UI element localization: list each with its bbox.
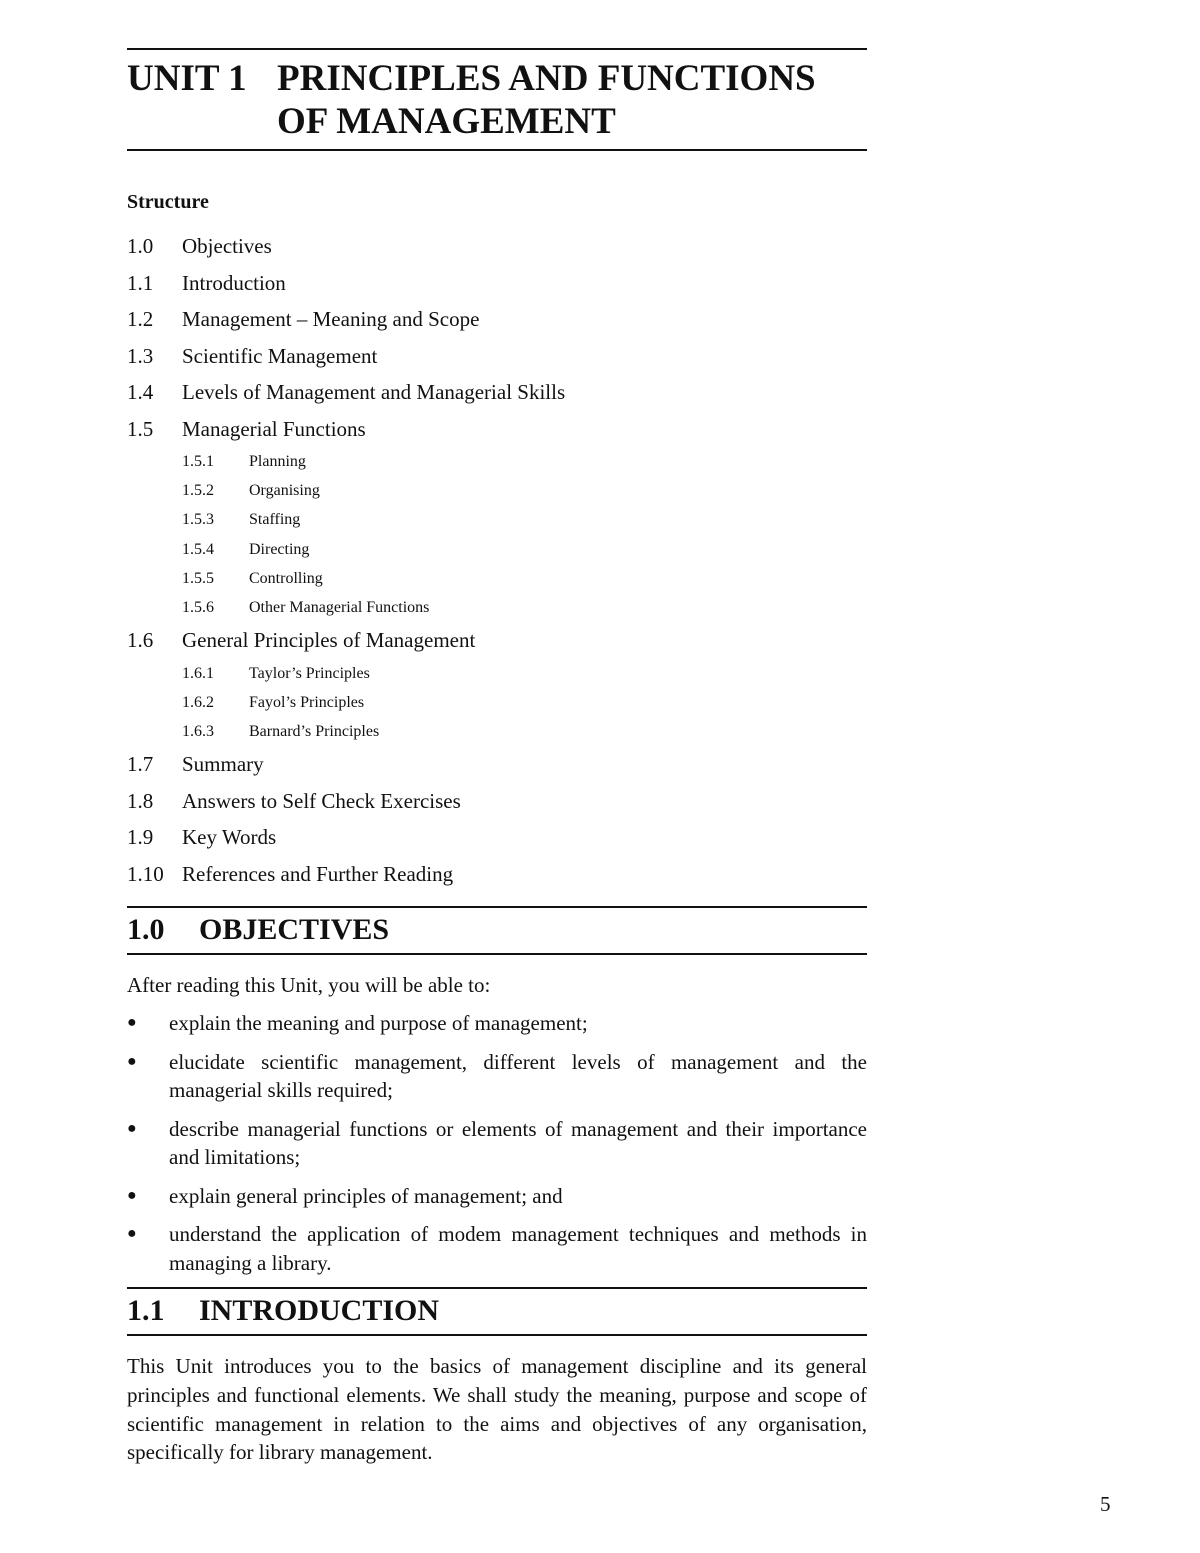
objective-item — [127, 1115, 867, 1172]
toc-subitem-number: 1.6.2 — [182, 693, 214, 711]
toc-subitem — [127, 659, 867, 688]
bullet-icon: ● — [127, 1186, 137, 1204]
objectives-intro: After reading this Unit, you will be able to: — [127, 973, 491, 998]
toc-subitem-label: Fayol’s Principles — [249, 693, 365, 711]
structure-heading: Structure — [127, 191, 209, 213]
toc-subitem-label: Barnard’s Principles — [249, 723, 380, 741]
bullet-icon: ● — [127, 1014, 137, 1032]
toc-item-label: Managerial Functions — [182, 416, 366, 441]
toc-item-number: 1.4 — [127, 380, 154, 404]
toc-item-label: Answers to Self Check Exercises — [182, 788, 461, 813]
toc-item-number: 1.7 — [127, 752, 154, 777]
toc-item — [127, 301, 867, 338]
document-page — [127, 48, 867, 1467]
introduction-heading — [127, 1287, 867, 1336]
toc-item-number: 1.2 — [127, 307, 154, 331]
bullet-icon: ● — [127, 1052, 137, 1070]
toc-item-label: Introduction — [182, 270, 286, 295]
toc-item-label: Scientific Management — [182, 343, 378, 368]
objectives-heading-text: OBJECTIVES — [199, 913, 390, 947]
toc-item — [127, 856, 867, 893]
toc-subitem — [127, 447, 867, 476]
toc-subitem — [127, 505, 867, 534]
toc-item-label: Management – Meaning and Scope — [182, 307, 480, 331]
toc-subitem-label: Controlling — [249, 569, 323, 587]
toc-item — [127, 338, 867, 375]
toc-subitem-number: 1.5.4 — [182, 540, 214, 558]
bullet-icon: ● — [127, 1225, 137, 1243]
toc-subitem-label: Directing — [249, 540, 310, 558]
toc-item-label: Summary — [182, 752, 264, 777]
toc-subitem-number: 1.5.2 — [182, 482, 214, 500]
toc-subitem — [127, 688, 867, 717]
introduction-heading-text: INTRODUCTION — [199, 1294, 440, 1328]
page-number: 5 — [1100, 1492, 1111, 1516]
toc-item-number: 1.0 — [127, 234, 154, 258]
objective-item — [127, 1009, 867, 1038]
unit-title-line-1: PRINCIPLES AND FUNCTIONS — [277, 58, 816, 99]
unit-title-line-2: OF MANAGEMENT — [277, 101, 616, 142]
introduction-section — [127, 1287, 867, 1466]
toc-subitem — [127, 564, 867, 593]
toc-subitem-number: 1.5.1 — [182, 453, 214, 470]
toc-subitem-number: 1.5.3 — [182, 511, 214, 529]
objective-text: describe managerial functions or elements of management and their importance and limitations; — [169, 1116, 867, 1170]
toc-subitem-label: Staffing — [249, 511, 301, 529]
toc-item-label: Key Words — [182, 825, 277, 850]
introduction-heading-number: 1.1 — [127, 1294, 165, 1328]
toc-item — [127, 228, 867, 265]
toc-item-number: 1.10 — [127, 861, 164, 886]
toc-subitem — [127, 593, 867, 622]
toc-item-number: 1.1 — [127, 270, 154, 295]
unit-number: UNIT 1 — [127, 58, 247, 99]
toc-item-label: General Principles of Management — [182, 628, 476, 653]
toc-subitem-number: 1.5.5 — [182, 569, 214, 587]
structure-list — [127, 228, 867, 892]
toc-subitem-label: Other Managerial Functions — [249, 599, 430, 617]
objective-item — [127, 1220, 867, 1277]
objectives-heading-number: 1.0 — [127, 913, 165, 947]
toc-item-number: 1.6 — [127, 628, 154, 653]
toc-item-label: Levels of Management and Managerial Skills — [182, 380, 566, 404]
unit-title — [127, 48, 867, 151]
toc-item — [127, 746, 867, 783]
unit-title-text — [277, 57, 867, 143]
objective-text: explain general principles of management; and — [169, 1183, 563, 1208]
toc-item-number: 1.9 — [127, 825, 154, 850]
toc-subitem-number: 1.5.6 — [182, 599, 214, 617]
toc-subitem-label: Planning — [249, 453, 306, 470]
toc-item — [127, 783, 867, 820]
objective-text: explain the meaning and purpose of management; — [169, 1011, 588, 1036]
toc-subitem — [127, 476, 867, 505]
toc-item-number: 1.5 — [127, 416, 154, 441]
toc-subitem-label: Taylor’s Principles — [249, 664, 370, 682]
toc-item — [127, 411, 867, 448]
objectives-section — [127, 906, 867, 1277]
toc-subitem-number: 1.6.3 — [182, 723, 214, 741]
toc-item-number: 1.8 — [127, 788, 154, 813]
toc-subitem — [127, 717, 867, 746]
toc-item — [127, 265, 867, 302]
objective-item — [127, 1048, 867, 1105]
objective-text: elucidate scientific management, different levels of management and the managerial skills required; — [169, 1049, 867, 1103]
bullet-icon: ● — [127, 1119, 137, 1137]
toc-item — [127, 819, 867, 856]
toc-item-label: References and Further Reading — [182, 861, 454, 886]
toc-subitem-label: Organising — [249, 482, 320, 500]
objectives-list — [127, 1009, 867, 1277]
objective-item — [127, 1182, 867, 1211]
toc-item — [127, 622, 867, 659]
introduction-paragraph: This Unit introduces you to the basics of management discipline and its general principles and functional elements. We shall study the meaning, purpose and scope of scientific management in relation to the aims and objectives of any organisation, specifically for library management. — [127, 1354, 867, 1465]
toc-item-label: Objectives — [182, 234, 272, 258]
objectives-heading — [127, 906, 867, 955]
toc-subitem-number: 1.6.1 — [182, 664, 214, 682]
toc-item — [127, 374, 867, 411]
toc-subitem — [127, 535, 867, 564]
objective-text: understand the application of modem management techniques and methods in managing a library. — [169, 1222, 867, 1275]
toc-item-number: 1.3 — [127, 343, 154, 368]
